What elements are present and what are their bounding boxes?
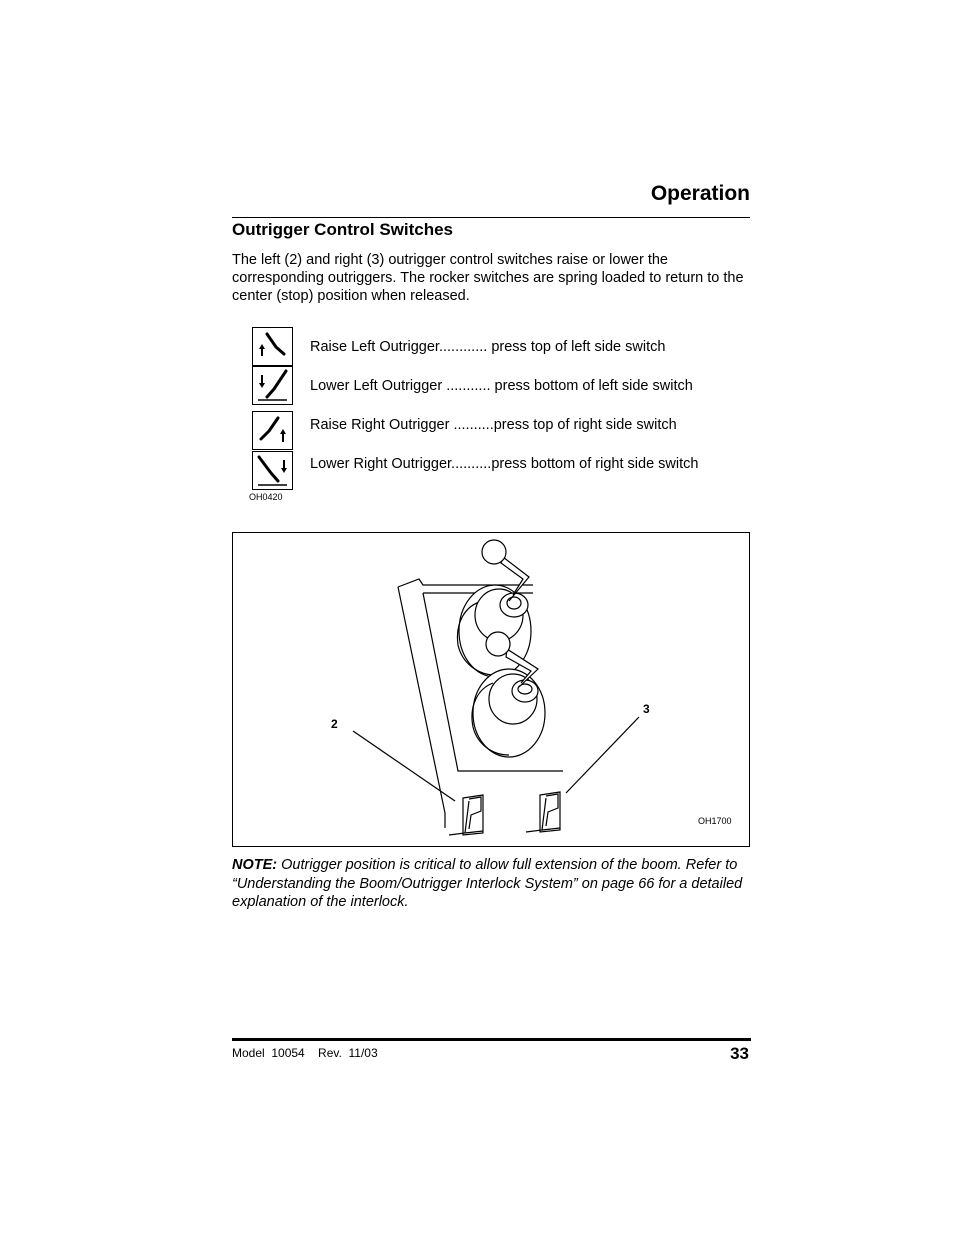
- footer-model: Model 10054 Rev. 11/03: [232, 1046, 378, 1060]
- section-heading: Outrigger Control Switches: [232, 220, 454, 239]
- note-paragraph: [232, 856, 757, 912]
- control-row-lower-left: Lower Left Outrigger ........... press bottom of left side switch: [310, 378, 693, 394]
- control-row-raise-right: Raise Right Outrigger ..........press top of right side switch: [310, 417, 677, 433]
- footer-rule: [232, 1038, 751, 1041]
- control-panel-figure: [232, 532, 750, 847]
- section-title: Operation: [650, 182, 750, 205]
- lower-right-outrigger-icon: [252, 451, 293, 490]
- icons-figure-code: OH0420: [249, 492, 283, 502]
- intro-paragraph: The left (2) and right (3) outrigger control switches raise or lower the corresponding outriggers. The rocker switches are spring loaded to return to the center (stop) position when released.: [232, 252, 744, 304]
- lower-left-outrigger-icon: [252, 366, 293, 405]
- raise-right-outrigger-icon: [252, 411, 293, 450]
- note-label: NOTE:: [232, 857, 278, 873]
- control-row-lower-right: Lower Right Outrigger..........press bottom of right side switch: [310, 456, 699, 472]
- callout-right-switch: 3: [643, 702, 650, 716]
- raise-left-outrigger-icon: [252, 327, 293, 366]
- control-panel-illustration: [233, 533, 749, 846]
- control-row-raise-left: Raise Left Outrigger............ press top of left side switch: [310, 339, 666, 355]
- panel-figure-code: OH1700: [698, 816, 732, 826]
- header-rule: [232, 217, 750, 218]
- page-number: 33: [730, 1044, 749, 1063]
- callout-left-switch: 2: [331, 717, 338, 731]
- note-text: Outrigger position is critical to allow full extension of the boom. Refer to “Understanding the Boom/Outrigger Interlock System” on page 66 for a detailed explanation of the interlock.: [232, 857, 743, 910]
